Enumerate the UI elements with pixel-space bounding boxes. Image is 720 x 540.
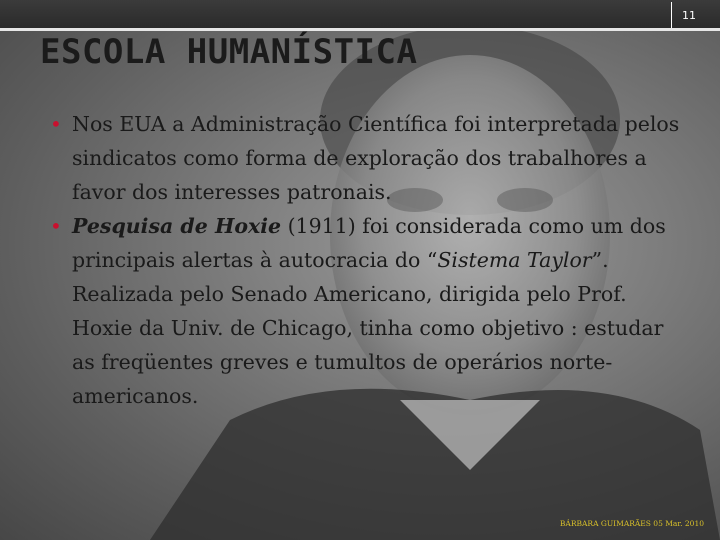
bullet-item [50,107,690,209]
footer-credit: BÁRBARA GUIMARÃES 05 Mar. 2010 [559,519,704,528]
bullet-dot-icon: • [50,214,62,238]
bullet-text: (1911) foi considerada como um dos principais alertas à autocracia do “ [72,214,666,272]
bullet-italic: Sistema Taylor [437,248,592,272]
slide-content [50,107,690,413]
top-bar [0,0,720,28]
bullet-text: ”. Realizada pelo Senado Americano, dirigida pelo Prof. Hoxie da Univ. de Chicago, tinha como objetivo : estudar as freqüentes greves e tumultos de operários norte-americanos. [72,248,664,408]
slide-title: ESCOLA HUMANÍSTICA [40,32,418,72]
top-bar-divider [0,28,720,31]
slide-number: 11 [682,9,696,22]
bullet-text: Nos EUA a Administração Científica foi interpretada pelos sindicatos como forma de exploração dos trabalhores a favor dos interesses patronais. [72,112,680,204]
bullet-emphasis: Pesquisa de Hoxie [72,214,282,238]
bullet-item [50,209,690,413]
bullet-dot-icon: • [50,112,62,136]
